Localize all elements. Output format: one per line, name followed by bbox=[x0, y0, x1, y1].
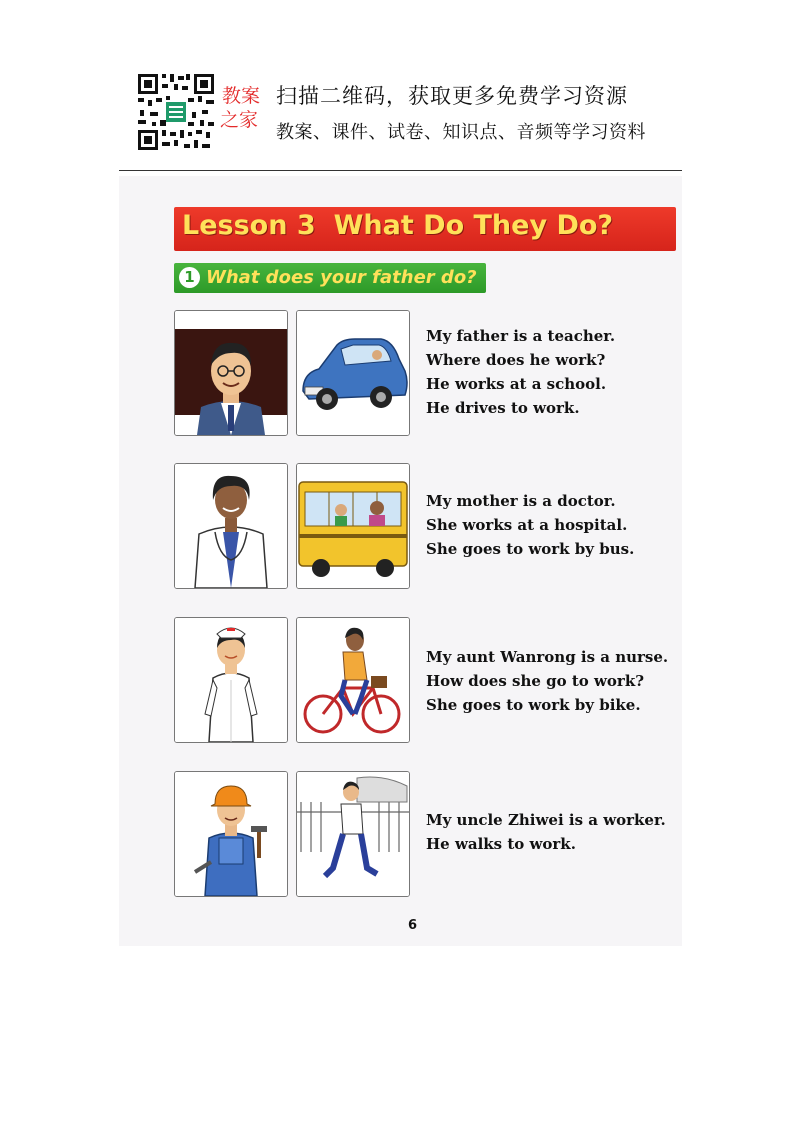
lesson-title: What Do They Do? bbox=[333, 210, 614, 241]
site-logo bbox=[220, 84, 270, 132]
qr-code-icon bbox=[136, 72, 216, 152]
page-number: 6 bbox=[408, 918, 418, 933]
section-question: What does your father do? bbox=[206, 267, 477, 288]
entry-1-line-1: My father is a teacher. bbox=[426, 327, 616, 345]
entry-3-text bbox=[426, 645, 668, 717]
entry-1-line-2: Where does he work? bbox=[426, 351, 606, 369]
entry-3-line-3: She goes to work by bike. bbox=[426, 696, 641, 714]
header-divider bbox=[119, 170, 682, 171]
car-illustration bbox=[296, 310, 410, 436]
entry-1-text bbox=[426, 324, 615, 420]
header-promo-line-1: 扫描二维码，获取更多免费学习资源 bbox=[276, 84, 628, 108]
entry-2-line-3: She goes to work by bus. bbox=[426, 540, 635, 558]
lesson-title-banner bbox=[174, 207, 676, 251]
section-number-badge: 1 bbox=[179, 267, 200, 288]
page-header bbox=[0, 0, 800, 172]
entry-3-line-2: How does she go to work? bbox=[426, 672, 645, 690]
logo-line-2: 之家 bbox=[220, 109, 259, 131]
entry-4-line-1: My uncle Zhiwei is a worker. bbox=[426, 811, 666, 829]
bus-illustration bbox=[296, 463, 410, 589]
entry-4-text bbox=[426, 808, 666, 856]
nurse-illustration bbox=[174, 617, 288, 743]
teacher-illustration bbox=[174, 310, 288, 436]
bicycle-illustration bbox=[296, 617, 410, 743]
header-promo-line-2: 教案、课件、试卷、知识点、音频等学习资料 bbox=[276, 122, 646, 143]
entry-4-line-2: He walks to work. bbox=[426, 835, 576, 853]
entry-1-line-3: He works at a school. bbox=[426, 375, 607, 393]
entry-1-line-4: He drives to work. bbox=[426, 399, 580, 417]
lesson-number: Lesson 3 bbox=[182, 210, 316, 241]
walking-man-illustration bbox=[296, 771, 410, 897]
worker-illustration bbox=[174, 771, 288, 897]
section-heading bbox=[174, 263, 486, 293]
doctor-illustration bbox=[174, 463, 288, 589]
entry-2-line-2: She works at a hospital. bbox=[426, 516, 628, 534]
entry-2-text bbox=[426, 489, 634, 561]
entry-3-line-1: My aunt Wanrong is a nurse. bbox=[426, 648, 669, 666]
logo-line-1: 教案 bbox=[222, 85, 261, 107]
entry-2-line-1: My mother is a doctor. bbox=[426, 492, 616, 510]
